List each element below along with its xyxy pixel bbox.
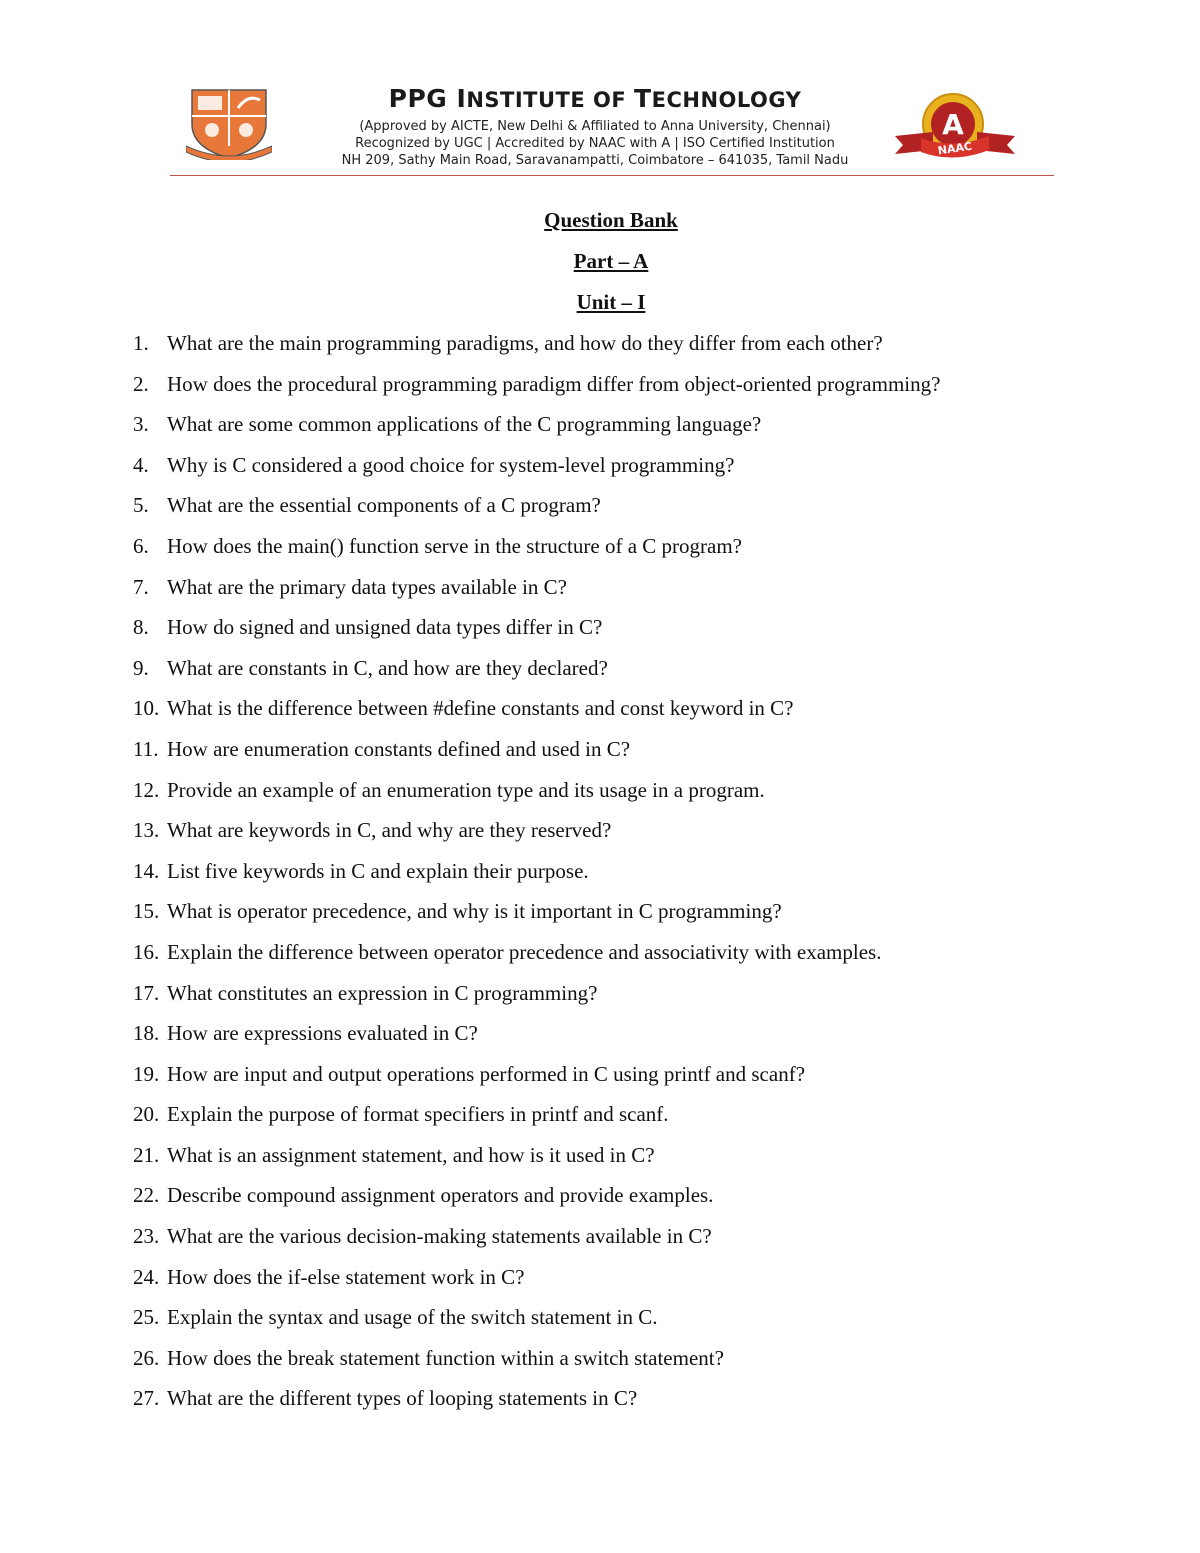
question-item: [0, 1140, 1200, 1181]
badge-label: NAAC: [937, 139, 973, 158]
question-text: What are the main programming paradigms, and how do they differ from each other?: [167, 331, 883, 355]
badge-grade: A: [942, 108, 964, 141]
question-text: How are enumeration constants defined and used in C?: [167, 736, 631, 761]
question-item: [0, 815, 1200, 856]
question-text: What are some common applications of the C programming language?: [167, 412, 762, 437]
question-number: 6.: [133, 533, 149, 558]
question-item: [0, 1262, 1200, 1303]
question-text: How do signed and unsigned data types differ in C?: [167, 615, 603, 640]
question-item: [0, 612, 1200, 653]
approval-line: (Approved by AICTE, New Delhi & Affiliated to Anna University, Chennai): [359, 119, 831, 134]
question-item: [0, 450, 1200, 491]
institute-name: PPG INSTITUTE OF TECHNOLOGY: [388, 84, 802, 113]
question-text: How does the procedural programming paradigm differ from object-oriented programming?: [167, 371, 941, 396]
question-item: [0, 937, 1200, 978]
question-item: [0, 734, 1200, 775]
question-number: 17.: [133, 980, 160, 1005]
question-text: What are the essential components of a C program?: [167, 493, 601, 518]
header-divider: [170, 175, 1054, 176]
question-bank-title: Question Bank: [544, 208, 678, 232]
question-item: [0, 693, 1200, 734]
question-number: 19.: [133, 1061, 160, 1086]
question-number: 5.: [133, 493, 149, 518]
question-text: What are the primary data types available in C?: [167, 574, 567, 599]
question-number: 27.: [133, 1386, 160, 1411]
question-number: 14.: [133, 858, 160, 883]
question-item: [0, 775, 1200, 816]
question-number: 16.: [133, 939, 160, 964]
question-text: Explain the difference between operator precedence and associativity with examples.: [167, 939, 882, 964]
question-text: How are expressions evaluated in C?: [167, 1021, 478, 1046]
question-text: What are the various decision-making statements available in C?: [167, 1224, 712, 1249]
question-text: Provide an example of an enumeration type and its usage in a program.: [167, 777, 765, 802]
question-item: [0, 409, 1200, 450]
question-list: [0, 328, 1200, 1424]
question-number: 9.: [133, 655, 149, 680]
question-number: 10.: [133, 696, 160, 721]
question-text: Explain the syntax and usage of the switch statement in C.: [167, 1305, 658, 1330]
question-number: 3.: [133, 412, 149, 437]
institute-crest-icon: [186, 86, 272, 160]
naac-a-badge-icon: [893, 92, 1017, 164]
question-item: [0, 896, 1200, 937]
question-number: 15.: [133, 899, 160, 924]
question-item: [0, 978, 1200, 1019]
unit-title: Unit – I: [576, 290, 646, 314]
question-text: How does the main() function serve in the structure of a C program?: [167, 533, 742, 558]
question-item: [0, 653, 1200, 694]
question-text: What is the difference between #define constants and const keyword in C?: [167, 696, 794, 721]
question-text: Why is C considered a good choice for system-level programming?: [167, 452, 735, 477]
question-number: 23.: [133, 1224, 160, 1249]
question-item: [0, 1059, 1200, 1100]
question-number: 18.: [133, 1021, 160, 1046]
question-item: [0, 856, 1200, 897]
question-text: How does the if-else statement work in C?: [167, 1264, 525, 1289]
question-item: [0, 1343, 1200, 1384]
part-title: Part – A: [573, 249, 649, 273]
question-text: How does the break statement function within a switch statement?: [167, 1345, 724, 1370]
question-text: What constitutes an expression in C programming?: [167, 980, 598, 1005]
question-item: [0, 1383, 1200, 1424]
question-number: 20.: [133, 1102, 160, 1127]
question-item: [0, 1302, 1200, 1343]
question-number: 12.: [133, 777, 160, 802]
question-item: [0, 572, 1200, 613]
question-item: [0, 531, 1200, 572]
question-item: [0, 369, 1200, 410]
question-item: [0, 1099, 1200, 1140]
question-number: 11.: [133, 736, 159, 761]
question-text: What are keywords in C, and why are they reserved?: [167, 818, 612, 843]
question-number: 26.: [133, 1345, 160, 1370]
question-item: [0, 1018, 1200, 1059]
address-line: NH 209, Sathy Main Road, Saravanampatti, Coimbatore – 641035, Tamil Nadu: [341, 153, 849, 168]
question-text: What are the different types of looping statements in C?: [167, 1386, 638, 1411]
question-item: [0, 328, 1200, 369]
question-number: 2.: [133, 371, 149, 396]
question-item: [0, 1221, 1200, 1262]
question-text: Explain the purpose of format specifiers in printf and scanf.: [167, 1102, 669, 1127]
page-header: [0, 0, 1200, 180]
question-item: [0, 1180, 1200, 1221]
question-number: 7.: [133, 574, 149, 599]
question-text: List five keywords in C and explain their purpose.: [167, 858, 589, 883]
question-number: 8.: [133, 615, 149, 640]
question-item: [0, 490, 1200, 531]
question-number: 4.: [133, 452, 149, 477]
question-number: 22.: [133, 1183, 160, 1208]
question-number: 24.: [133, 1264, 160, 1289]
question-number: 13.: [133, 818, 160, 843]
question-text: What is an assignment statement, and how is it used in C?: [167, 1142, 655, 1167]
question-text: How are input and output operations performed in C using printf and scanf?: [167, 1061, 806, 1086]
question-number: 25.: [133, 1305, 160, 1330]
question-text: What is operator precedence, and why is it important in C programming?: [167, 899, 782, 924]
question-number: 21.: [133, 1142, 160, 1167]
question-text: Describe compound assignment operators and provide examples.: [167, 1183, 714, 1208]
question-number: 1.: [133, 331, 149, 355]
question-text: What are constants in C, and how are they declared?: [167, 655, 608, 680]
accreditation-line: Recognized by UGC | Accredited by NAAC with A | ISO Certified Institution: [355, 136, 835, 151]
